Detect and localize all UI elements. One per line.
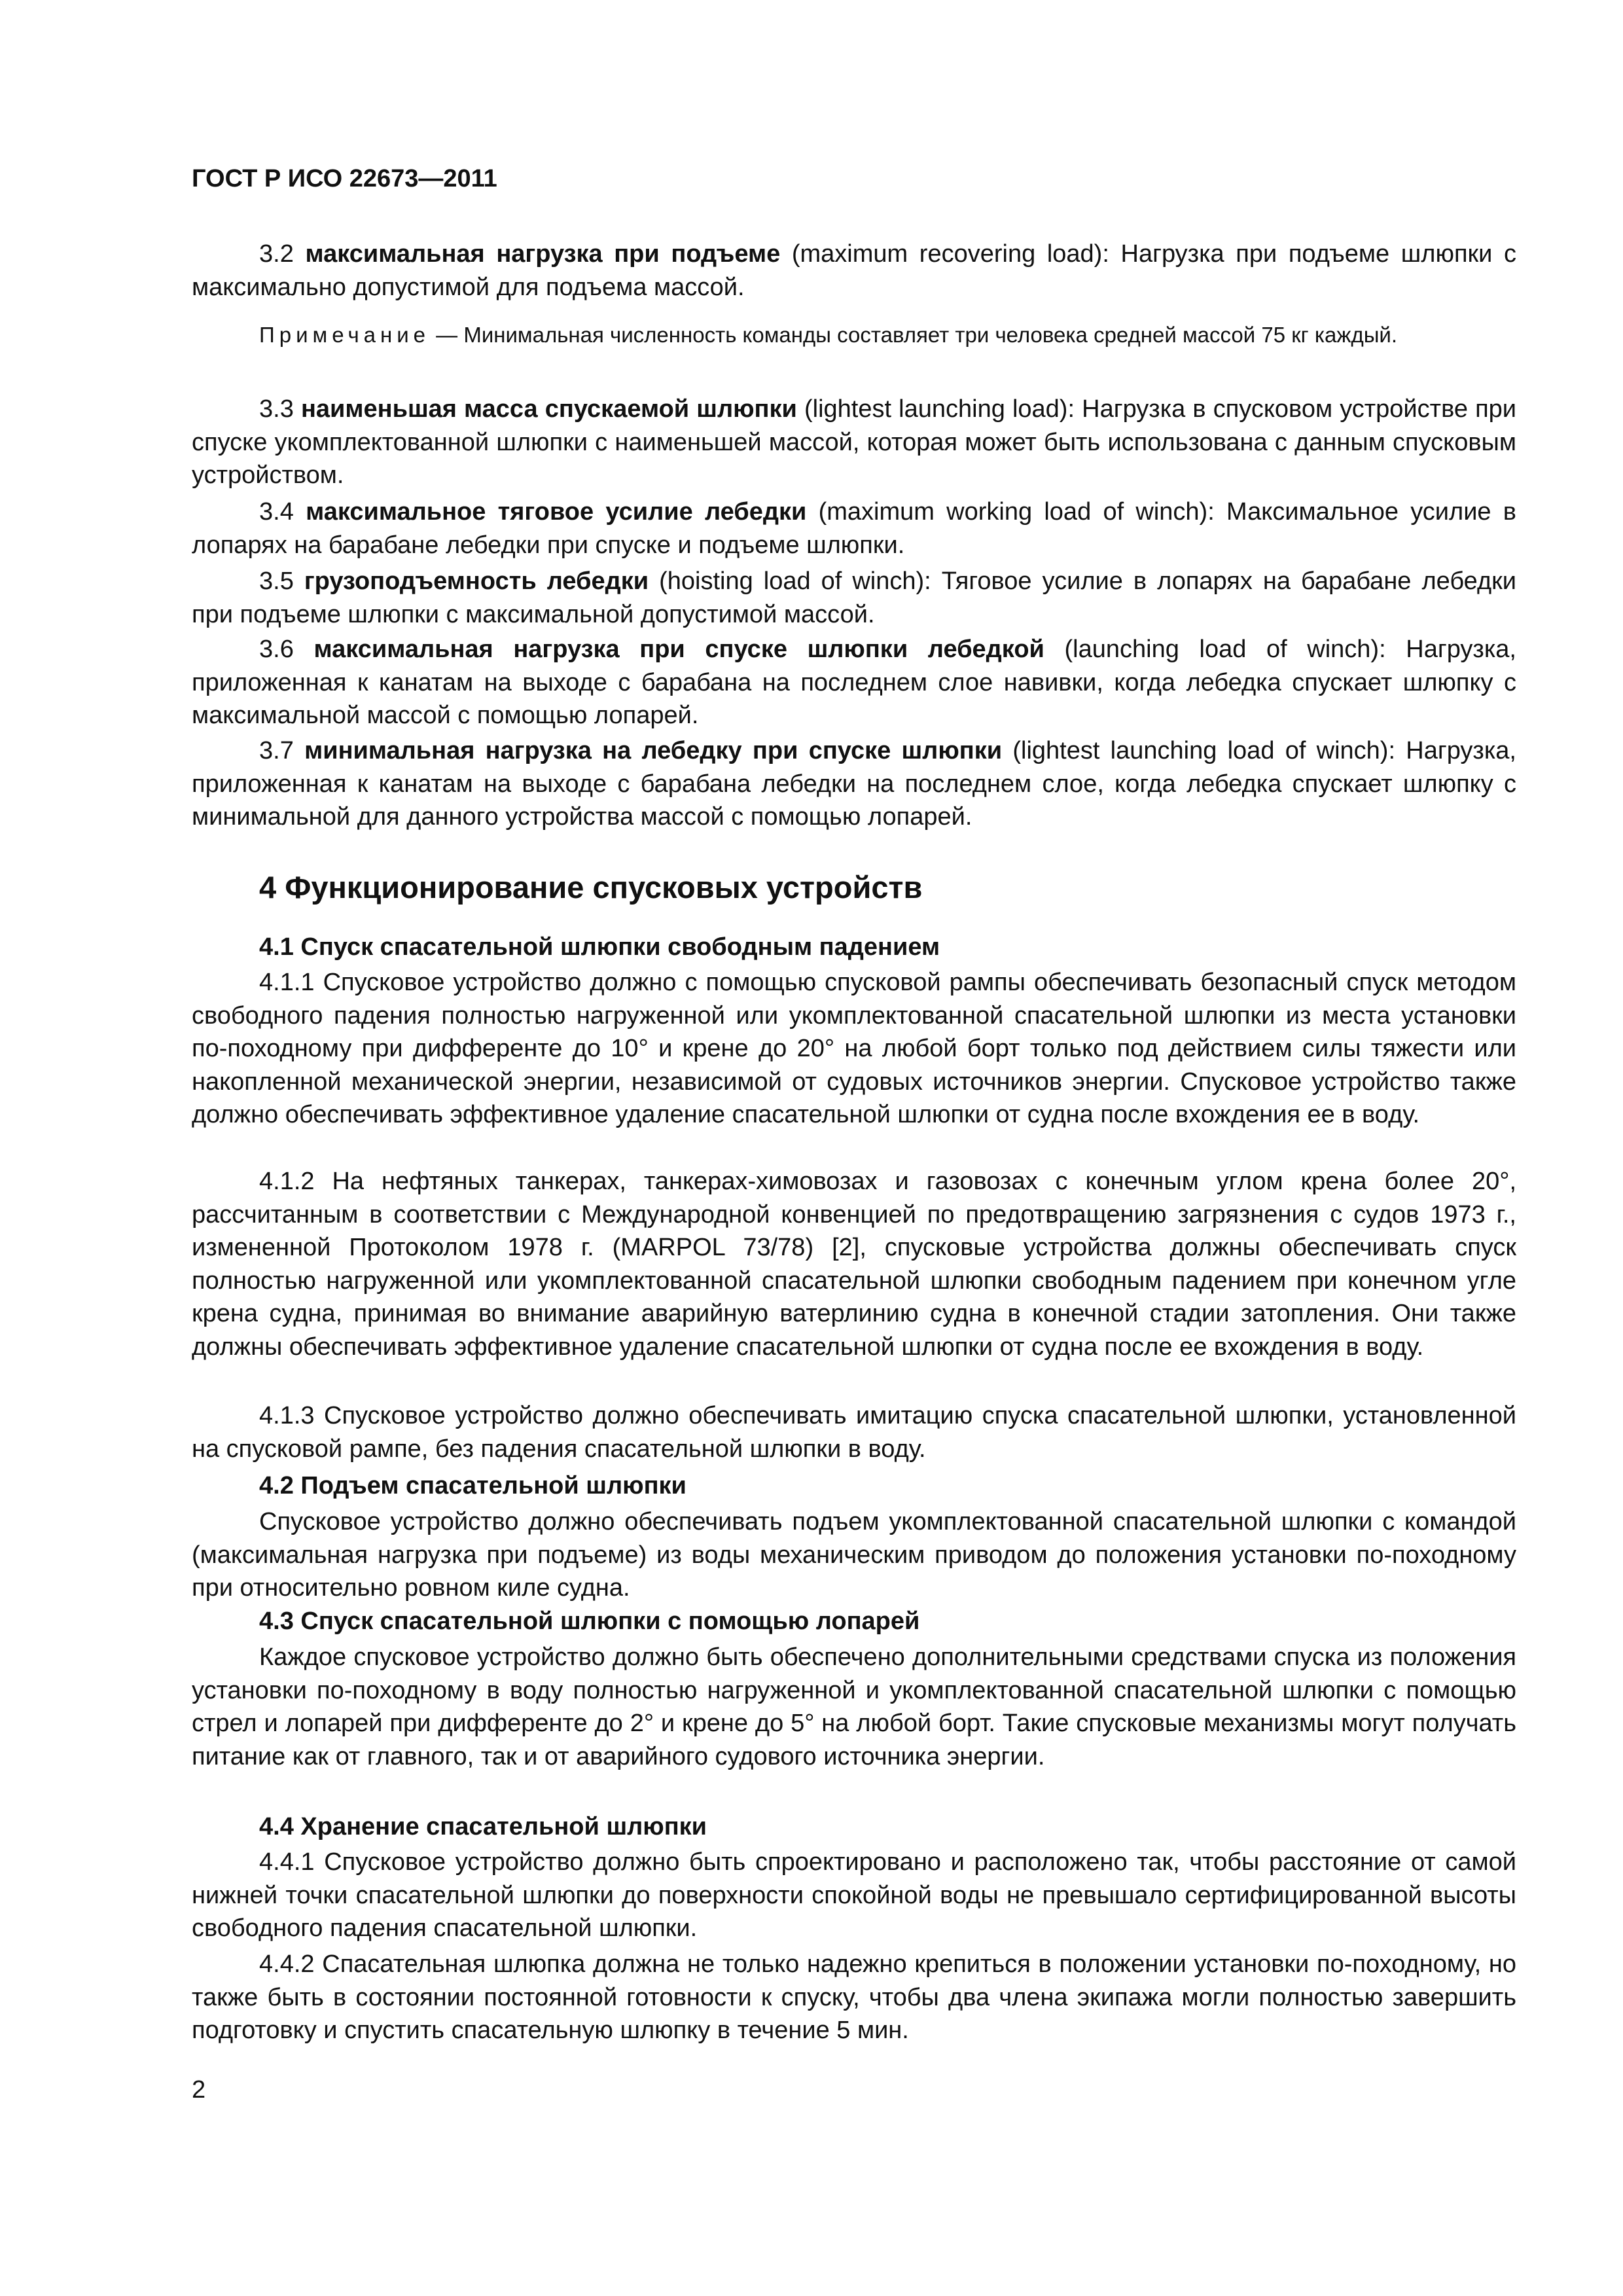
term-name: максимальная нагрузка при подъеме: [305, 240, 781, 268]
term-definition: (maximum working load of winch): Максимальное усилие в лопарях на барабане лебедки при спуске и подъеме шлюпки.: [192, 498, 1516, 559]
term-name: максимальная нагрузка при спуске шлюпки лебедкой: [313, 636, 1044, 663]
term-3-7: [192, 734, 1516, 834]
term-3-3: [192, 393, 1516, 492]
term-number: 3.5: [259, 567, 294, 595]
term-number: 3.3: [259, 395, 294, 423]
subsection-4-1-title: 4.1 Спуск спасательной шлюпки свободным падением: [259, 933, 940, 961]
term-name: грузоподъемность лебедки: [304, 567, 649, 595]
paragraph-4-1-1: 4.1.1 Спусковое устройство должно с помощью спусковой рампы обеспечивать безопасный спуск методом свободного падения полностью нагруженной или укомплектованной спасательной шлюпки из места установки по-походному при дифференте до 10° и крене до 20° на любой борт только под действием силы тяжести или накопленной механической энергии, независимой от судовых источников энергии. Спусковое устройство также должно обеспечивать эффективное удаление спасательной шлюпки от судна после вхождения ее в воду.: [192, 969, 1516, 1128]
term-definition: (lightest launching load of winch): Нагрузка, приложенная к канатам на выходе с барабана лебедки на последнем слое, когда лебедка спускает шлюпку с минимальной для данного устройства массой с помощью лопарей.: [192, 737, 1516, 831]
section-4-title: 4 Функционирование спусковых устройств: [259, 870, 923, 905]
term-definition: (maximum recovering load): Нагрузка при подъеме шлюпки с максимально допустимой для подъема массой.: [192, 240, 1517, 301]
term-definition: (lightest launching load): Нагрузка в спусковом устройстве при спуске укомплектованной шлюпки с наименьшей массой, которая может быть использована с данным спусковым устройством.: [192, 395, 1517, 489]
note-label: Примечание: [259, 323, 431, 347]
paragraph-4-4-1: 4.4.1 Спусковое устройство должно быть спроектировано и расположено так, чтобы расстояние от самой нижней точки спасательной шлюпки до поверхности спокойной воды не превышало сертифицированной высоты свободного падения спасательной шлюпки.: [192, 1848, 1516, 1942]
subsection-4-4-title: 4.4 Хранение спасательной шлюпки: [259, 1813, 707, 1840]
term-3-5: [192, 565, 1516, 631]
term-number: 3.6: [259, 636, 294, 663]
term-name: максимальное тяговое усилие лебедки: [306, 498, 807, 526]
term-3-2: [192, 238, 1516, 304]
term-3-4: [192, 495, 1516, 562]
paragraph-4-2: Спусковое устройство должно обеспечивать подъем укомплектованной спасательной шлюпки с командой (максимальная нагрузка при подъеме) из воды механическим приводом до положения установки по-походному при относительно ровном киле судна.: [192, 1508, 1516, 1602]
subsection-4-3-title: 4.3 Спуск спасательной шлюпки с помощью лопарей: [259, 1607, 920, 1635]
term-number: 3.4: [259, 498, 294, 526]
term-name: минимальная нагрузка на лебедку при спуске шлюпки: [304, 737, 1003, 764]
term-number: 3.7: [259, 737, 294, 764]
paragraph-4-1-2: 4.1.2 На нефтяных танкерах, танкерах-химовозах и газовозах с конечным углом крена более 20°, рассчитанным в соответствии с Международной конвенцией по предотвращению загрязнения с судов 1973 г., измененной Протоколом 1978 г. (MARPOL 73/78) [2], спусковые устройства должны обеспечивать спуск полностью нагруженной или укомплектованной спасательной шлюпки свободным падением при конечном угле крена судна, принимая во внимание аварийную ватерлинию судна в конечной стадии затопления. Они также должны обеспечивать эффективное удаление спасательной шлюпки от судна после ее вхождения в воду.: [192, 1168, 1516, 1361]
page-number: 2: [192, 2076, 206, 2104]
standard-header: ГОСТ Р ИСО 22673—2011: [192, 165, 497, 192]
paragraph-4-3: Каждое спусковое устройство должно быть обеспечено дополнительными средствами спуска из положения установки по-походному в воду полностью нагруженной и укомплектованной спасательной шлюпки с помощью стрел и лопарей при дифференте до 2° и крене до 5° на любой борт. Такие спусковые механизмы могут получать питание как от главного, так и от аварийного судового источника энергии.: [192, 1643, 1516, 1770]
note: [192, 321, 1516, 350]
note-text: — Минимальная численность команды составляет три человека средней массой 75 кг каждый.: [430, 323, 1398, 347]
term-name: наименьшая масса спускаемой шлюпки: [300, 395, 797, 423]
term-definition: (hoisting load of winch): Тяговое усилие в лопарях на барабане лебедки при подъеме шлюпки с максимальной допустимой массой.: [192, 567, 1516, 628]
paragraph-4-4-2: 4.4.2 Спасательная шлюпка должна не только надежно крепиться в положении установки по-походному, но также быть в состоянии постоянной готовности к спуску, чтобы два члена экипажа могли полностью завершить подготовку и спустить спасательную шлюпку в течение 5 мин.: [192, 1950, 1516, 2044]
subsection-4-2-title: 4.2 Подъем спасательной шлюпки: [259, 1472, 687, 1499]
term-3-6: [192, 633, 1516, 732]
term-definition: (launching load of winch): Нагрузка, приложенная к канатам на выходе с барабана на последнем слое навивки, когда лебедка спускает шлюпку с максимальной массой с помощью лопарей.: [192, 636, 1516, 729]
paragraph-4-1-3: 4.1.3 Спусковое устройство должно обеспечивать имитацию спуска спасательной шлюпки, установленной на спусковой рампе, без падения спасательной шлюпки в воду.: [192, 1402, 1516, 1463]
term-number: 3.2: [259, 240, 294, 268]
